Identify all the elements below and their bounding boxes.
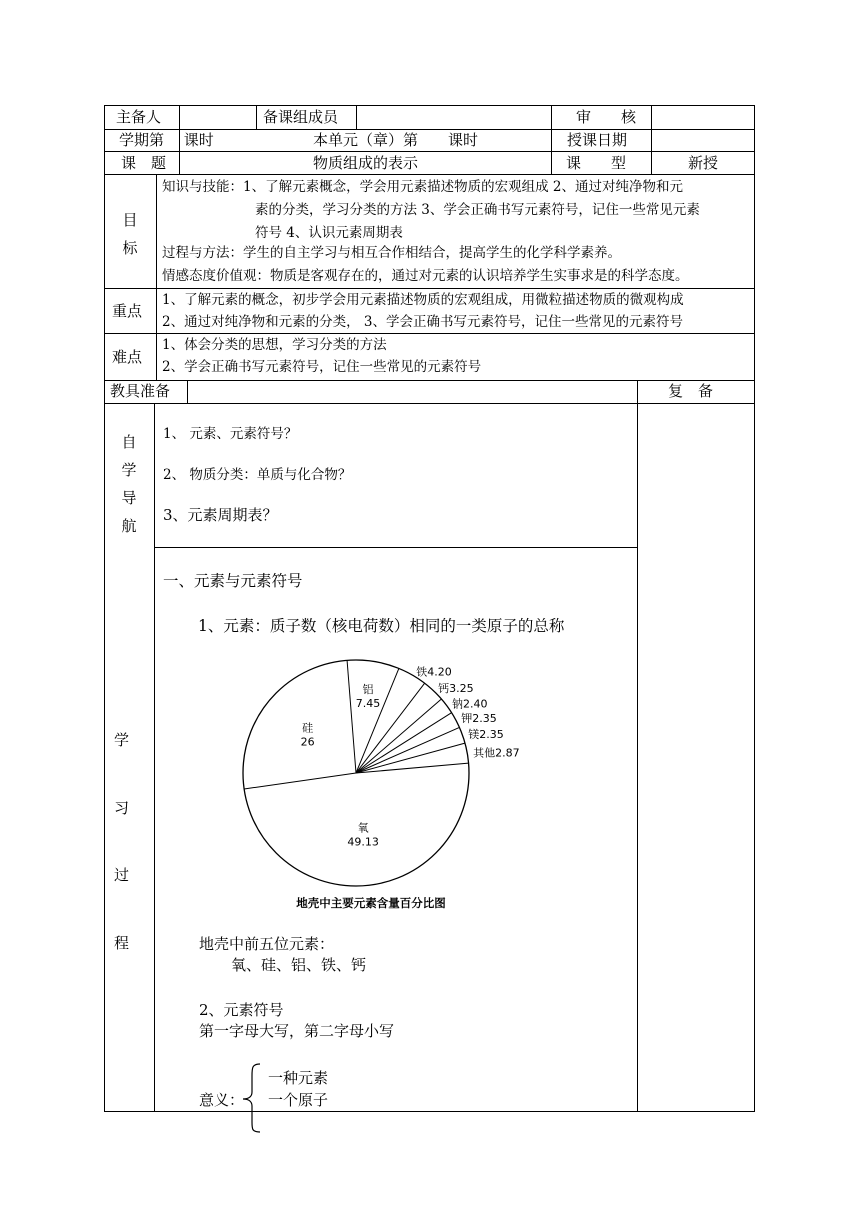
pie-slice-label: 硅 26 xyxy=(300,721,315,749)
objective-line: 知识与技能：1、了解元素概念，学会用元素描述物质的宏观组成 2、通过对纯净物和元 xyxy=(162,179,683,195)
review-column-label: 复 备 xyxy=(668,382,714,400)
pie-slice-boundary xyxy=(356,699,441,773)
objective-line: 素的分类，学习分类的方法 3、学会正确书写元素符号，记住一些常见元素 xyxy=(255,202,700,218)
term-hours-label: 学期第 课时 xyxy=(119,131,214,149)
pie-slice-label: 其他2.87 xyxy=(473,746,520,760)
difficulty-line: 1、体会分类的思想，学习分类的方法 xyxy=(162,337,387,353)
element-symbol-rule: 第一字母大写，第二字母小写 xyxy=(199,1022,395,1040)
top-five-list: 氧、硅、铝、铁、钙 xyxy=(231,956,367,974)
col-divider xyxy=(156,174,157,380)
pie-slice-label: 铁4.20 xyxy=(416,665,452,679)
lesson-type-label: 课 型 xyxy=(566,154,627,172)
pie-slice-boundary xyxy=(356,713,452,773)
top-five-title: 地壳中前五位元素： xyxy=(199,935,335,953)
learning-label-char: 习 xyxy=(114,799,130,817)
pie-slice-label: 镁2.35 xyxy=(468,727,504,741)
pie-slice-label: 氧 49.13 xyxy=(347,821,379,849)
key-point-line: 2、通过对纯净物和元素的分类， 3、学会正确书写元素符号，记住一些常见的元素符号 xyxy=(162,314,683,330)
table-border-top xyxy=(104,105,755,106)
table-border-bottom xyxy=(104,1111,755,1112)
meaning-item: 一种元素 xyxy=(268,1069,329,1087)
key-points-label: 重点 xyxy=(112,302,143,320)
objective-line: 情感态度价值观：物质是客观存在的，通过对元素的认识培养学生实事求是的科学态度。 xyxy=(162,268,689,284)
col-divider xyxy=(154,403,155,1112)
meaning-label: 意义： xyxy=(199,1091,245,1109)
row-divider xyxy=(104,380,755,381)
element-definition: 1、元素：质子数（核电荷数）相同的一类原子的总称 xyxy=(198,617,565,635)
preparer-label: 主备人 xyxy=(116,108,162,126)
curly-brace xyxy=(240,1062,264,1134)
section-heading: 一、元素与元素符号 xyxy=(163,572,303,590)
learning-label-char: 程 xyxy=(114,934,130,952)
pie-slice-label: 钾2.35 xyxy=(461,712,497,726)
self-study-question: 1、 元素、元素符号？ xyxy=(163,426,298,442)
row-divider xyxy=(104,151,755,152)
col-divider xyxy=(637,380,638,1112)
topic-label: 课 题 xyxy=(121,154,167,172)
objective-line: 符号 4、认识元素周期表 xyxy=(255,225,403,241)
meaning-item: 一个原子 xyxy=(268,1091,329,1109)
self-study-question: 3、元素周期表？ xyxy=(163,506,278,524)
col-divider xyxy=(187,380,188,403)
pie-slice-boundary xyxy=(347,660,356,773)
learning-label-char: 学 xyxy=(114,731,130,749)
crust-element-pie-chart xyxy=(236,658,536,912)
col-divider xyxy=(551,105,552,174)
review-label: 审 核 xyxy=(576,108,637,126)
chart-title: 地壳中主要元素含量百分比图 xyxy=(296,896,446,910)
self-study-question: 2、 物质分类：单质与化合物？ xyxy=(163,467,352,483)
table-border-left xyxy=(104,105,105,1112)
row-divider xyxy=(104,174,755,175)
objectives-label: 目 标 xyxy=(122,211,138,257)
group-members-label: 备课组成员 xyxy=(263,108,339,126)
row-divider xyxy=(104,129,755,130)
learning-label-char: 过 xyxy=(114,866,130,884)
col-divider xyxy=(256,105,257,129)
teaching-tools-label: 教具准备 xyxy=(110,382,171,400)
pie-slice-label: 钠2.40 xyxy=(451,697,488,711)
row-divider xyxy=(154,547,637,548)
key-point-line: 1、了解元素的概念，初步学会用元素描述物质的宏观组成，用微粒描述物质的微观构成 xyxy=(162,292,684,308)
pie-slice-label: 铝 7.45 xyxy=(355,682,381,710)
col-divider xyxy=(356,105,357,129)
self-study-label: 自 学 导 航 xyxy=(121,433,137,535)
pie-slice-boundary xyxy=(244,773,356,789)
objective-line: 过程与方法：学生的自主学习与相互合作相结合，提高学生的化学科学素养。 xyxy=(162,245,621,261)
lesson-type-value: 新授 xyxy=(687,154,718,172)
element-symbol-title: 2、元素符号 xyxy=(199,1001,284,1019)
pie-slice-label: 钙3.25 xyxy=(438,681,474,695)
table-border-right xyxy=(754,105,755,1112)
row-divider xyxy=(104,403,755,404)
difficulty-line: 2、学会正确书写元素符号，记住一些常见的元素符号 xyxy=(162,359,482,375)
difficulties-label: 难点 xyxy=(112,348,143,366)
unit-hours-label: 本单元（章）第 课时 xyxy=(313,131,479,149)
topic-value: 物质组成的表示 xyxy=(312,154,418,172)
teach-date-label: 授课日期 xyxy=(567,131,628,149)
